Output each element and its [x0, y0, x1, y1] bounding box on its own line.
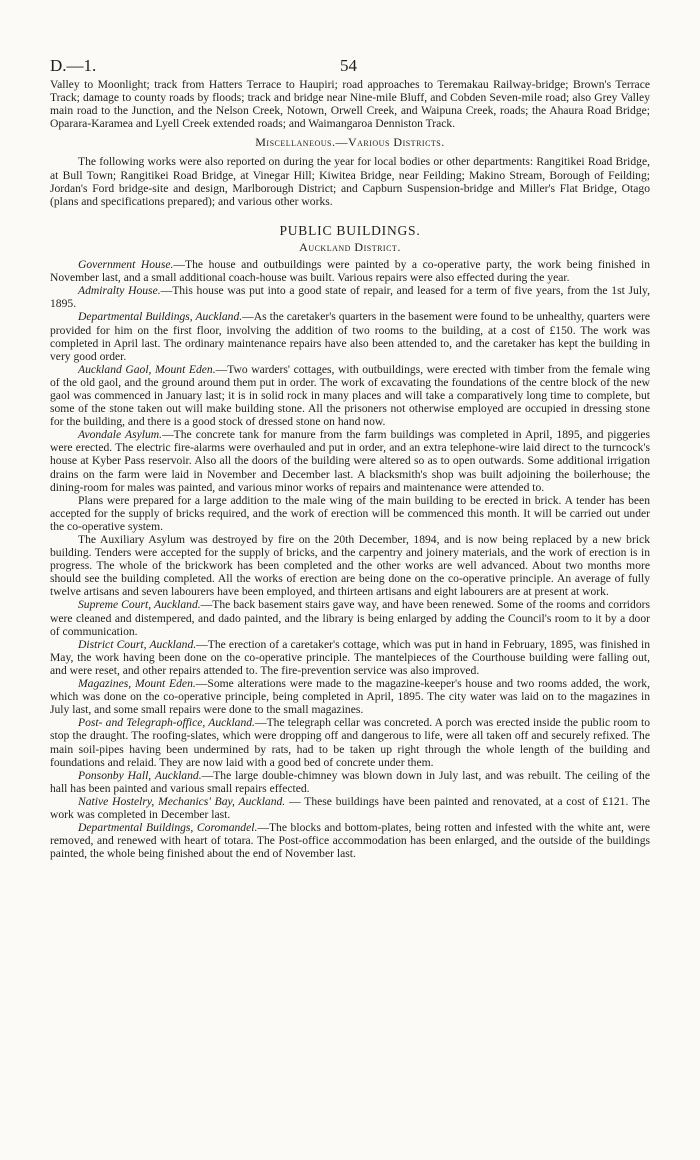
- entry-title: Avondale Asylum.: [78, 428, 163, 442]
- entry-title: Magazines, Mount Eden.: [78, 677, 196, 691]
- entry-native-hostelry: [50, 795, 650, 821]
- entry-title: Admiralty House.: [78, 284, 161, 298]
- entry-text: —The house and outbuildings were painted by a co-operative party, the work being finished in November last, and a small additional coach-house was built. Various repairs were also effected during the year.: [50, 258, 650, 285]
- page-header: [50, 56, 650, 78]
- entry-coromandel-buildings: [50, 821, 650, 860]
- section-heading: PUBLIC BUILDINGS.: [279, 222, 421, 238]
- entry-title: District Court, Auckland.: [78, 637, 197, 651]
- entry-departmental-buildings-auckland: [50, 310, 650, 362]
- entry-title: Departmental Buildings, Coromandel.: [78, 821, 258, 835]
- entry-auxiliary-asylum: [50, 533, 650, 598]
- entry-ponsonby-hall: [50, 769, 650, 795]
- opening-paragraph: Valley to Moonlight; track from Hatters Terrace to Haupiri; road approaches to Teremakau Railway-bridge; Brown's Terrace Track; damage to county roads by floods; track and bridge near Nine-mile Bluff, and Cobden Seven-mile road; also Grey Valley main road to the Junction, and the Nelson Creek, Notown, Orwell Creek, and Waipuna Creek, roads; the Ahaura Road Bridge; Oparara-Karamea and Lyell Creek extended roads; and Waimangaroa Denniston Track.: [50, 78, 650, 131]
- entry-avondale-asylum: [50, 428, 650, 493]
- entry-text: —The concrete tank for manure from the farm buildings was completed in April, 1895, and piggeries were erected. The electric fire-alarms were overhauled and put in order, and an extra telephone-wire laid direct to the turncock's house at Kyber Pass reservoir. Also all the doors of the building were altered so as to open outwards. Some additional irrigation drains on the farm were laid in November and December last. A blacksmith's shop was built adjoining the boilerhouse; the dining-room for males was painted, and various minor works of repairs and maintenance were attended to.: [50, 428, 650, 494]
- entry-text: The Auxiliary Asylum was destroyed by fire on the 20th December, 1894, and is now being replaced by a new brick building. Tenders were accepted for the supply of bricks, and the carpentry and joinery materials, and the work of erection is in progress. The whole of the brickwork has been completed and the other works are well advanced. About two months more should see the building completed. All the works of erection are being done on the co-operative principle. An average of fully twelve artisans and seven labourers have been employed, and thirteen artisans and eight labourers are at present at work.: [50, 533, 650, 599]
- entry-district-court: [50, 638, 650, 677]
- entry-text: Plans were prepared for a large addition to the male wing of the main building to be erected in brick. A tender has been accepted for the supply of bricks required, and the work of erection will be commenced this month. It will be carried out under the co-operative system.: [50, 493, 650, 533]
- entry-text: —Some alterations were made to the magazine-keeper's house and two rooms added, the work, which was done on the co-operative principle, being completed in April, 1895. The city water was laid on to the magazines in July last, and some small repairs were done to the small magazines.: [50, 677, 651, 717]
- entry-post-telegraph-office: [50, 716, 650, 768]
- entry-text: —The back basement stairs gave way, and have been renewed. Some of the rooms and corridors were cleaned and distempered, and dado painted, and the library is being enlarged by adding the Council's room to it by a door of communication.: [50, 598, 650, 638]
- entry-text: —As the caretaker's quarters in the basement were found to be unhealthy, quarters were provided for him on the first floor, involving the addition of two rooms to the building, at a cost of £150. The work was completed in April last. The ordinary maintenance repairs have also been attended to, and the caretaker has kept the building in very good order.: [50, 310, 650, 363]
- entry-text: —Two warders' cottages, with outbuildings, were erected with timber from the female wing of the old gaol, and the ground around them put in order. The work of excavating the foundations of the centre block of the new gaol was commenced in January last; it is in solid rock in many places and will take a comparatively long time to complete, but some of the stone taken out will make building stone. All the prisoners not otherwise employed are occupied in dressing stone for the building, and there is a good stock of dressed stone on hand now.: [50, 362, 650, 429]
- misc-paragraph: The following works were also reported on during the year for local bodies or other departments: Rangitikei Road Bridge, at Bull Town; Rangitikei Road Bridge, at Vinegar Hill; Kiwitea Bridge, near Feilding; Makino Stream, Borough of Feilding; Jordan's Ford bridge-site and design, Marlborough District; and Capburn Suspension-bridge and Miller's Flat Bridge, Otago (plans and specifications prepared); and various other works.: [50, 155, 650, 208]
- entry-admiralty-house: [50, 284, 650, 310]
- entry-text: —The telegraph cellar was concreted. A porch was erected inside the public room to stop the draught. The roofing-slates, which were dropping off and dangerous to life, were all taken off and securely refixed. The main soil-pipes having been undermined by rats, had to be taken up right through the whole length of the building and foundations and relaid. They are now laid with a good bed of concrete under them.: [50, 716, 650, 769]
- entry-text: — These buildings have been painted and renovated, at a cost of £121. The work was completed in December last.: [50, 794, 651, 821]
- misc-heading: Miscellaneous.—Various Districts.: [255, 135, 445, 150]
- entry-text: —The large double-chimney was blown down in July last, and was rebuilt. The ceiling of the hall has been painted and various small repairs effected.: [50, 768, 650, 795]
- entry-text: —This house was put into a good state of repair, and leased for a term of five years, from the 1st July, 1895.: [50, 284, 650, 311]
- entry-asylum-plans: [50, 494, 650, 533]
- entry-text: —The blocks and bottom-plates, being rotten and infested with the white ant, were removed, and renewed with heart of totara. The Post-office accommodation has been enlarged, and the outside of the buildings painted, the whole being finished about the end of November last.: [50, 821, 650, 861]
- page-body: [50, 78, 650, 860]
- document-code: D.—1.: [50, 56, 97, 75]
- entry-auckland-gaol: [50, 363, 650, 428]
- page-number: 54: [340, 56, 357, 75]
- entry-magazines: [50, 677, 650, 716]
- entry-title: Departmental Buildings, Auckland.: [78, 310, 243, 324]
- entry-title: Government House.: [78, 258, 174, 272]
- entry-title: Native Hostelry, Mechanics' Bay, Auckland.: [78, 794, 286, 808]
- entry-supreme-court: [50, 598, 650, 637]
- entry-text: —The erection of a caretaker's cottage, which was put in hand in February, 1895, was finished in May, the work having been done on the co-operative principle. The mantelpieces of the Courthouse building were falling out, and were reset, and other repairs attended to. The fire-prevention service was also improved.: [50, 637, 650, 677]
- entry-title: Post- and Telegraph-office, Auckland.: [78, 716, 255, 730]
- entry-title: Supreme Court, Auckland.: [78, 598, 201, 612]
- entry-government-house: [50, 258, 650, 284]
- entry-title: Auckland Gaol, Mount Eden.: [78, 362, 216, 376]
- district-heading: Auckland District.: [299, 239, 401, 254]
- entry-title: Ponsonby Hall, Auckland.: [78, 768, 202, 782]
